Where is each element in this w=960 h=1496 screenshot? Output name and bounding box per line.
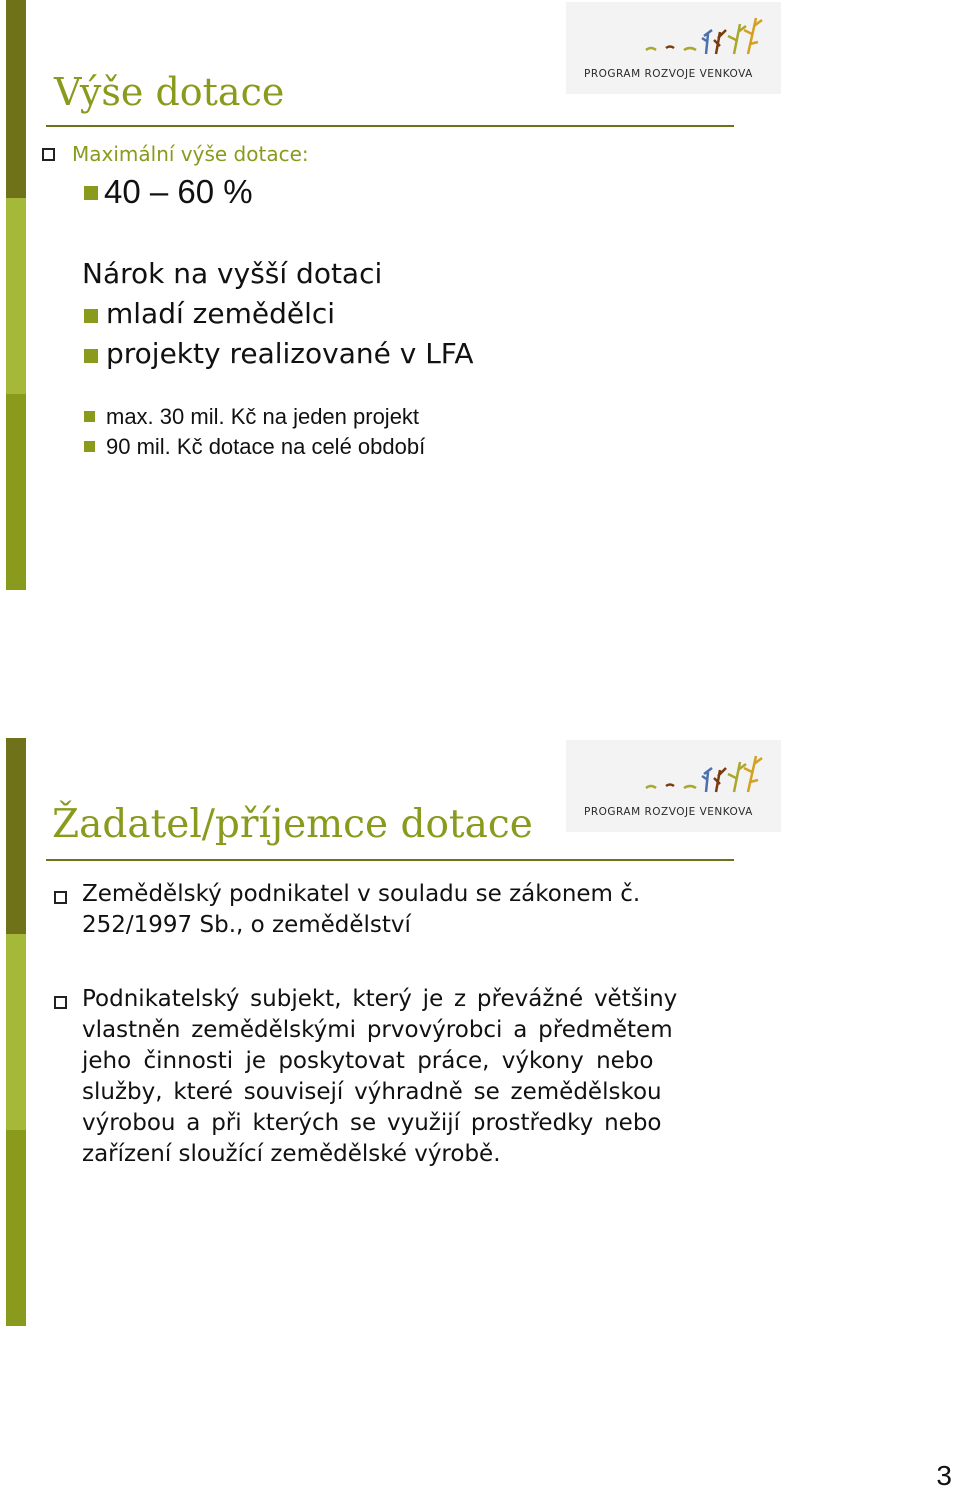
claim-item: projekty realizované v LFA (106, 337, 474, 370)
grass-logo-icon (566, 740, 781, 832)
bullet2-line: zařízení sloužící zemědělské výrobě. (82, 1141, 501, 1167)
program-logo (566, 2, 781, 94)
logo-label: PROGRAM ROZVOJE VENKOVA (584, 806, 753, 818)
bullet2-line: vlastněn zemědělskými prvovýrobci a předmětem (82, 1017, 673, 1043)
bullet2-line: jeho činnosti je poskytovat práce, výkony nebo (82, 1048, 654, 1074)
max-subsidy-heading: Maximální výše dotace: (72, 142, 309, 166)
square-bullet-icon (84, 441, 95, 452)
title-divider (46, 125, 734, 127)
square-bullet-icon (84, 309, 98, 323)
title-divider (46, 859, 734, 861)
side-bar (6, 0, 26, 590)
slide-2 (0, 738, 790, 1326)
claim-intro: Nárok na vyšší dotaci (82, 257, 383, 290)
claim-item: mladí zemědělci (106, 297, 336, 330)
slide-title: Výše dotace (54, 70, 285, 114)
square-bullet-icon (84, 411, 95, 422)
hollow-bullet-icon (54, 891, 67, 904)
bullet2-line: výrobou a při kterých se využijí prostředky nebo (82, 1110, 662, 1136)
limit-item: max. 30 mil. Kč na jeden projekt (106, 404, 420, 429)
hollow-bullet-icon (54, 996, 67, 1009)
percent-range: 40 – 60 % (104, 173, 253, 210)
logo-label: PROGRAM ROZVOJE VENKOVA (584, 68, 753, 80)
bullet2-line: služby, které souvisejí výhradně se zemědělskou (82, 1079, 662, 1105)
slide-title: Žadatel/příjemce dotace (52, 802, 533, 847)
bullet2-line: Podnikatelský subjekt, který je z převážné většiny (82, 986, 678, 1012)
bullet1-line: 252/1997 Sb., o zemědělství (82, 912, 411, 938)
program-logo (566, 740, 781, 832)
side-bar (6, 738, 26, 1326)
grass-logo-icon (566, 2, 781, 94)
page-number: 3 (936, 1460, 952, 1491)
limit-item: 90 mil. Kč dotace na celé období (106, 434, 426, 459)
bullet1-line: Zemědělský podnikatel v souladu se zákonem č. (82, 881, 641, 907)
square-bullet-icon (84, 186, 98, 200)
slide-1 (0, 0, 790, 590)
square-bullet-icon (84, 349, 98, 363)
hollow-bullet-icon (42, 148, 55, 161)
